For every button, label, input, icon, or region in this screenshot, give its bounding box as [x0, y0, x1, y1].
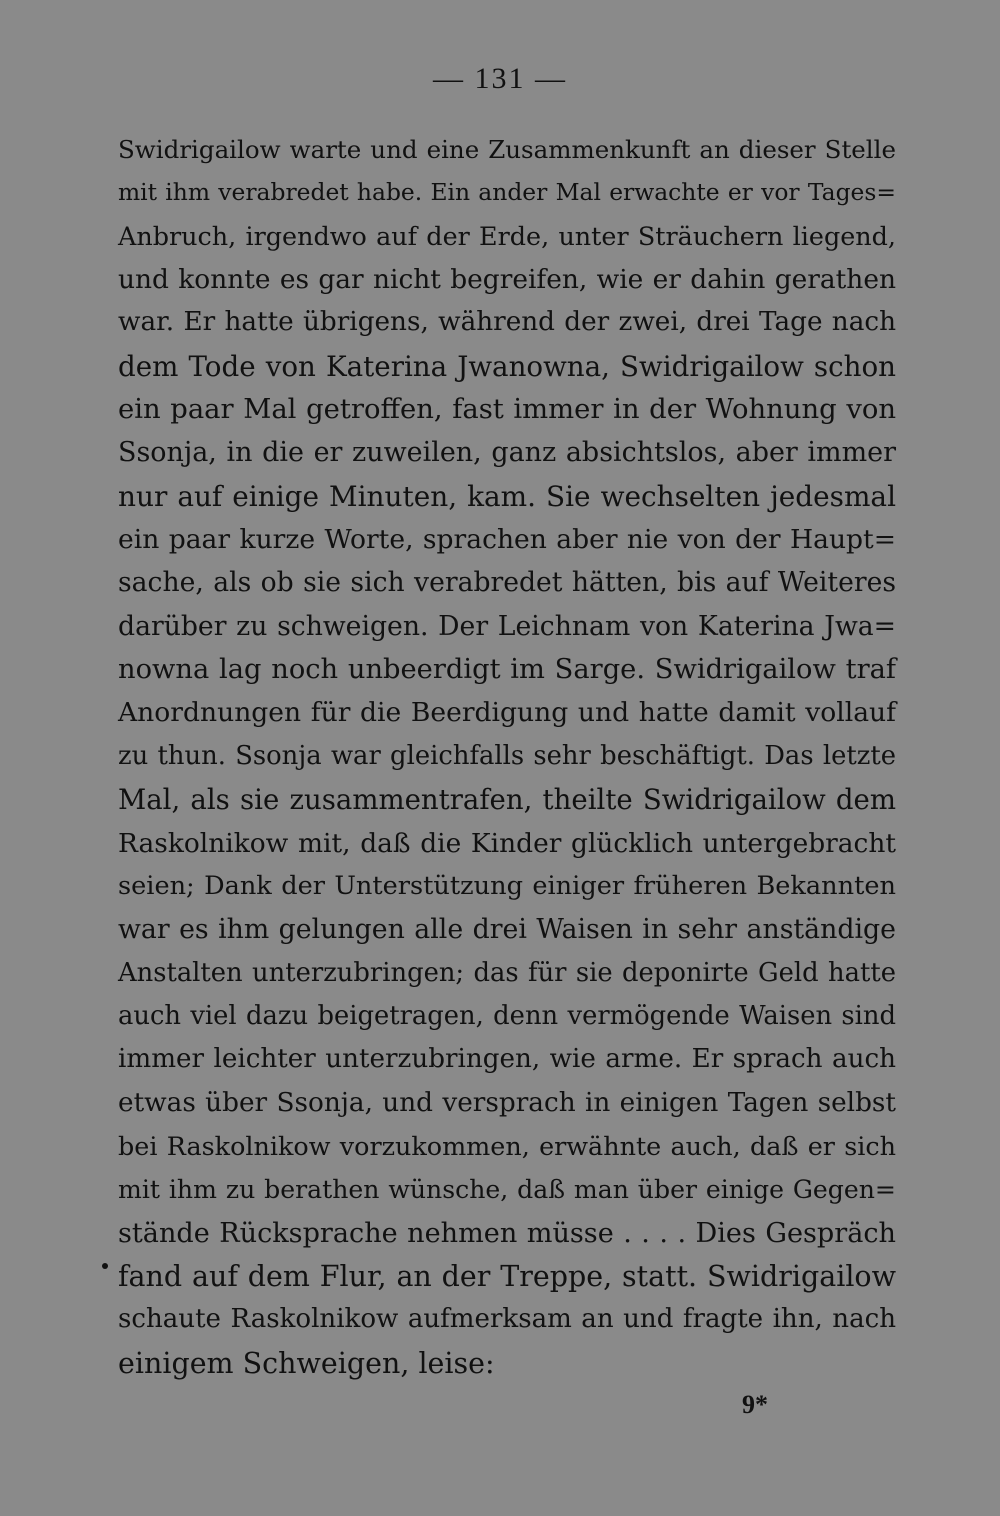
text-line: war es ihm gelungen alle drei Waisen in sehr anständige	[118, 914, 896, 946]
text-line: Anbruch, irgendwo auf der Erde, unter Sträuchern liegend,	[118, 220, 896, 251]
text-line: fand auf dem Flur, an der Treppe, statt. Swidrigailow	[118, 1259, 896, 1293]
text-line: mit ihm zu berathen wünsche, daß man über einige Gegen=	[118, 1175, 896, 1205]
text-line: einigem Schweigen, leise:	[118, 1346, 495, 1380]
text-line: zu thun. Ssonja war gleichfalls sehr beschäftigt. Das letzte	[118, 740, 896, 771]
text-line: stände Rücksprache nehmen müsse . . . . Dies Gespräch	[118, 1217, 896, 1249]
text-line: nur auf einige Minuten, kam. Sie wechselten jedesmal	[118, 479, 896, 513]
page-number-header: — 131 —	[433, 62, 567, 95]
text-line: etwas über Ssonja, und versprach in einigen Tagen selbst	[118, 1087, 896, 1118]
text-line: bei Raskolnikow vorzukommen, erwähnte auch, daß er sich	[118, 1130, 896, 1161]
text-line: Anordnungen für die Beerdigung und hatte damit vollauf	[118, 697, 896, 729]
text-line: Mal, als sie zusammentrafen, theilte Swidrigailow dem	[118, 783, 896, 817]
text-line: auch viel dazu beigetragen, denn vermögende Waisen sind	[118, 1000, 896, 1031]
text-line: nowna lag noch unbeerdigt im Sarge. Swidrigailow traf	[118, 654, 896, 686]
text-line: immer leichter unterzubringen, wie arme. Er sprach auch	[118, 1044, 896, 1075]
body-text	[118, 128, 896, 1385]
text-line: und konnte es gar nicht begreifen, wie er dahin gerathen	[118, 264, 896, 296]
text-line: Raskolnikow mit, daß die Kinder glücklich untergebracht	[118, 827, 896, 859]
margin-dot-mark	[102, 1263, 108, 1269]
text-line: ein paar Mal getroffen, fast immer in der Wohnung von	[118, 394, 896, 426]
text-line: mit ihm verabredet habe. Ein ander Mal erwachte er vor Tages=	[118, 178, 896, 207]
printer-signature-mark: 9*	[742, 1390, 768, 1419]
text-line: ein paar kurze Worte, sprachen aber nie von der Haupt=	[118, 524, 896, 556]
text-line: war. Er hatte übrigens, während der zwei, drei Tage nach	[118, 307, 896, 338]
text-line: dem Tode von Katerina Jwanowna, Swidrigailow schon	[118, 349, 896, 383]
text-line: darüber zu schweigen. Der Leichnam von Katerina Jwa=	[118, 610, 896, 642]
text-line: Ssonja, in die er zuweilen, ganz absichtslos, aber immer	[118, 437, 896, 469]
text-line: seien; Dank der Unterstützung einiger früheren Bekannten	[118, 870, 896, 901]
text-line: schaute Raskolnikow aufmerksam an und fragte ihn, nach	[118, 1304, 896, 1335]
text-line: Swidrigailow warte und eine Zusammenkunft an dieser Stelle	[118, 135, 896, 164]
text-line: sache, als ob sie sich verabredet hätten, bis auf Weiteres	[118, 567, 896, 599]
text-line: Anstalten unterzubringen; das für sie deponirte Geld hatte	[118, 957, 896, 988]
